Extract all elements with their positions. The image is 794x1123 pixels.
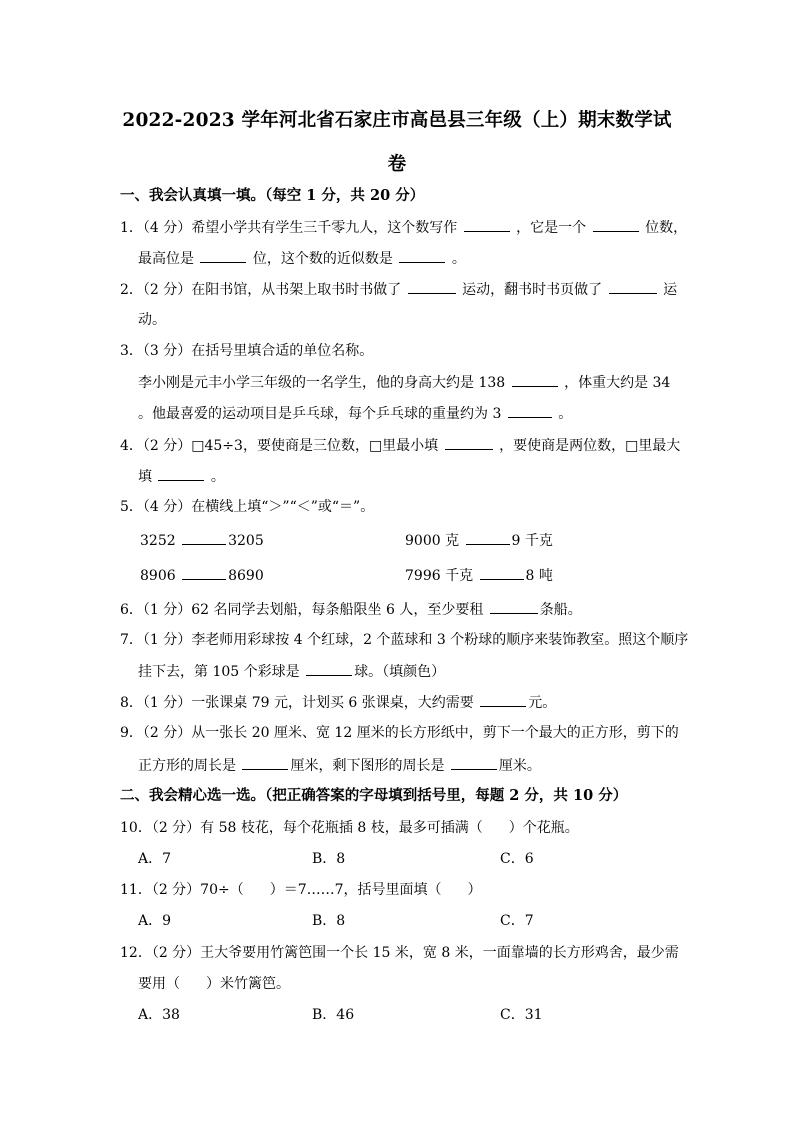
q12-option-b[interactable]: B．46 xyxy=(312,1007,355,1023)
q5-value: 9 千克 xyxy=(511,533,553,549)
answer-blank[interactable] xyxy=(182,565,226,580)
answer-blank[interactable] xyxy=(306,661,352,676)
q10-text-a: 10．（2 分）有 58 枝花，每个花瓶插 8 枝，最多可插满（ xyxy=(120,820,483,836)
q9-text-c: 厘米，剩下图形的周长是 xyxy=(290,758,445,774)
question-8 xyxy=(120,692,556,713)
q1-text-e: 位，这个数的近似数是 xyxy=(252,251,393,267)
question-9-line2 xyxy=(138,755,541,776)
q11-option-c[interactable]: C．7 xyxy=(500,913,534,929)
q6-text-b: 条船。 xyxy=(539,602,582,618)
q10-option-a[interactable]: A．7 xyxy=(138,851,172,867)
answer-blank[interactable] xyxy=(464,217,510,232)
q4-text-b: ，要使商是两位数，□里最大 xyxy=(499,438,681,454)
q3-text-d: 。他最喜爱的运动项目是乒乓球，每个乒乓球的重量约为 3 xyxy=(138,406,502,422)
answer-blank[interactable] xyxy=(609,279,657,294)
q5-value: 3252 xyxy=(140,533,176,549)
q4-text-a: 4．（2 分）□45÷3，要使商是三位数，□里最小填 xyxy=(120,438,439,454)
q6-text-a: 6．（1 分）62 名同学去划船，每条船限坐 6 人，至少要租 xyxy=(120,602,484,618)
question-4-line2 xyxy=(138,466,225,487)
question-4-line1 xyxy=(120,435,680,456)
section1-heading: 一、我会认真填一填。（每空 1 分，共 20 分） xyxy=(120,187,425,204)
answer-blank[interactable] xyxy=(466,530,510,545)
question-6 xyxy=(120,599,582,620)
q1-text-a: 1．（4 分）希望小学共有学生三千零九人，这个数写作 xyxy=(120,220,458,236)
q12-text-c: ）米竹篱笆。 xyxy=(206,976,290,992)
q5-compare-4 xyxy=(405,565,553,586)
q9-text-b: 正方形的周长是 xyxy=(138,758,236,774)
question-12-line1: 12．（2 分）王大爷要用竹篱笆围一个长 15 米，宽 8 米，一面靠墙的长方形鸡舍，最少需 xyxy=(120,945,679,961)
question-2-line1 xyxy=(120,279,677,300)
q10-text-b: ）个花瓶。 xyxy=(508,820,579,836)
q5-compare-2 xyxy=(405,530,553,551)
question-3-line3 xyxy=(138,403,572,424)
q5-value: 3205 xyxy=(228,533,264,549)
q2-text-a: 2．（2 分）在阳书馆，从书架上取书时书做了 xyxy=(120,282,402,298)
question-9-line1: 9．（2 分）从一张长 20 厘米、宽 12 厘米的长方形纸中，剪下一个最大的正方形，剪下的 xyxy=(120,725,679,741)
answer-blank[interactable] xyxy=(158,466,204,481)
q11-text-b: ）＝7……7，括号里面填（ xyxy=(269,882,442,898)
question-3-line2 xyxy=(138,372,670,393)
q5-value: 8 吨 xyxy=(525,568,553,584)
q4-text-d: 。 xyxy=(210,469,225,485)
answer-blank[interactable] xyxy=(593,217,639,232)
answer-blank[interactable] xyxy=(182,530,226,545)
q12-text-b: 要用（ xyxy=(138,976,180,992)
answer-blank[interactable] xyxy=(399,248,445,263)
q9-text-d: 厘米。 xyxy=(498,758,541,774)
q5-value: 8906 xyxy=(140,568,176,584)
q1-text-b: ，它是一个 xyxy=(516,220,587,236)
question-5-line1: 5．（4 分）在横线上填“＞”“＜”或“＝”。 xyxy=(120,499,375,515)
q8-text-a: 8．（1 分）一张课桌 79 元，计划买 6 张课桌，大约需要 xyxy=(120,695,474,711)
q2-text-c: 运 xyxy=(663,282,678,298)
q7-text-c: 球。（填颜色） xyxy=(354,664,446,680)
q3-text-c: ，体重大约是 34 xyxy=(564,375,671,391)
q12-option-c[interactable]: C．31 xyxy=(500,1007,543,1023)
q1-text-d: 最高位是 xyxy=(138,251,194,267)
q10-option-c[interactable]: C．6 xyxy=(500,851,534,867)
answer-blank[interactable] xyxy=(242,755,288,770)
q1-text-c: 位数， xyxy=(645,220,688,236)
q11-option-a[interactable]: A．9 xyxy=(138,913,172,929)
q5-compare-3 xyxy=(140,565,264,586)
question-1-line2 xyxy=(138,248,466,269)
q11-text-a: 11．（2 分）70÷（ xyxy=(120,882,244,898)
question-12-line2 xyxy=(138,974,290,994)
answer-blank[interactable] xyxy=(480,565,524,580)
q3-text-e: 。 xyxy=(558,406,573,422)
q5-value: 9000 克 xyxy=(405,533,460,549)
q3-text-b: 李小刚是元丰小学三年级的一名学生，他的身高大约是 138 xyxy=(138,375,506,391)
q11-text-c: ） xyxy=(467,882,482,898)
q12-option-a[interactable]: A．38 xyxy=(138,1007,180,1023)
q5-value: 7996 千克 xyxy=(405,568,474,584)
q2-text-b: 运动，翻书时书页做了 xyxy=(462,282,603,298)
question-1-line1 xyxy=(120,217,687,238)
question-3-line1: 3．（3 分）在括号里填合适的单位名称。 xyxy=(120,343,374,359)
section2-heading: 二、我会精心选一选。（把正确答案的字母填到括号里，每题 2 分，共 10 分） xyxy=(120,787,628,804)
q5-compare-1 xyxy=(140,530,264,551)
q4-text-c: 填 xyxy=(138,469,152,485)
exam-title-line2: 卷 xyxy=(387,154,407,175)
question-10 xyxy=(120,818,579,838)
q11-option-b[interactable]: B．8 xyxy=(312,913,346,929)
answer-blank[interactable] xyxy=(480,692,526,707)
answer-blank[interactable] xyxy=(508,403,552,418)
q5-value: 8690 xyxy=(228,568,264,584)
q1-text-f: 。 xyxy=(451,251,466,267)
q8-text-b: 元。 xyxy=(528,695,557,711)
answer-blank[interactable] xyxy=(408,279,456,294)
q7-text-b: 挂下去，第 105 个彩球是 xyxy=(138,664,300,680)
question-2-line2: 动。 xyxy=(138,312,166,328)
question-11 xyxy=(120,880,482,900)
answer-blank[interactable] xyxy=(512,372,558,387)
answer-blank[interactable] xyxy=(445,435,493,450)
answer-blank[interactable] xyxy=(200,248,246,263)
exam-title-line1: 2022-2023 学年河北省石家庄市高邑县三年级（上）期末数学试 xyxy=(122,110,672,131)
q10-option-b[interactable]: B．8 xyxy=(312,851,346,867)
question-7-line1: 7．（1 分）李老师用彩球按 4 个红球，2 个蓝球和 3 个粉球的顺序来装饰教室。照这个顺序 xyxy=(120,632,689,648)
answer-blank[interactable] xyxy=(490,599,538,614)
question-7-line2 xyxy=(138,661,445,682)
answer-blank[interactable] xyxy=(451,755,497,770)
